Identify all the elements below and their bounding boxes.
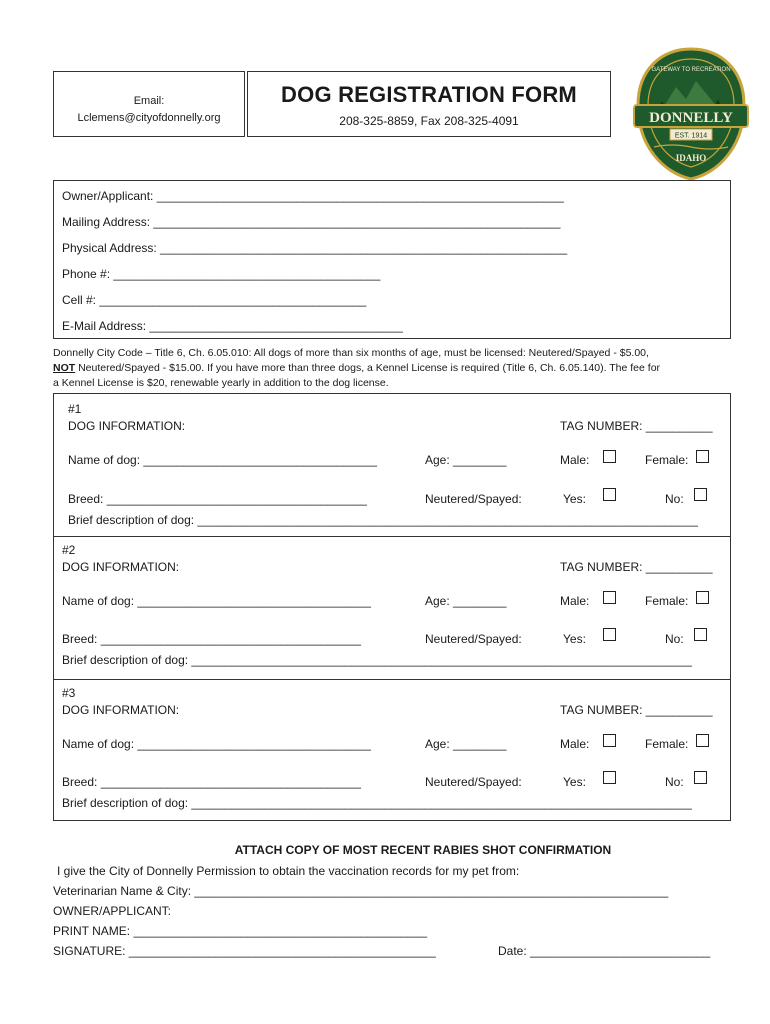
code-notice-line2-rest: Neutered/Spayed - $15.00. If you have more than three dogs, a Kennel License is required (Title 6, Ch. 6.05.140). The fee for <box>75 362 661 374</box>
dog-age-field[interactable]: Age: ________ <box>425 594 507 608</box>
email-label: Email: <box>133 95 165 107</box>
breed-field[interactable]: Breed: _______________________________________ <box>62 632 361 646</box>
owner-applicant-label: OWNER/APPLICANT: <box>53 904 172 918</box>
description-field[interactable]: Brief description of dog: ___________________________________________________________________________ <box>62 796 692 810</box>
dog-info-label: DOG INFORMATION: <box>62 560 180 574</box>
tag-number-field[interactable]: TAG NUMBER: __________ <box>560 419 713 433</box>
male-label: Male: <box>560 453 590 467</box>
neutered-label: Neutered/Spayed: <box>425 775 522 789</box>
owner-section <box>53 180 731 339</box>
mailing-address-field[interactable]: Mailing Address: _____________________________________________________________ <box>62 215 561 229</box>
dog-name-field[interactable]: Name of dog: ___________________________________ <box>62 737 371 751</box>
neutered-label: Neutered/Spayed: <box>425 632 522 646</box>
phone-fax: 208-325-8859, Fax 208-325-4091 <box>339 114 519 128</box>
print-name-field[interactable]: PRINT NAME: ____________________________________________ <box>53 924 428 938</box>
logo-state: IDAHO <box>675 153 707 163</box>
dog-info-label: DOG INFORMATION: <box>62 703 180 717</box>
female-checkbox[interactable] <box>696 450 709 463</box>
description-field[interactable]: Brief description of dog: ___________________________________________________________________________ <box>68 513 698 527</box>
physical-address-field[interactable]: Physical Address: _____________________________________________________________ <box>62 241 568 255</box>
phone-field[interactable]: Phone #: ________________________________________ <box>62 267 381 281</box>
description-field[interactable]: Brief description of dog: ___________________________________________________________________________ <box>62 653 692 667</box>
dog-number: #2 <box>62 543 76 557</box>
female-label: Female: <box>645 594 689 608</box>
cell-field[interactable]: Cell #: ________________________________________ <box>62 293 367 307</box>
male-checkbox[interactable] <box>603 734 616 747</box>
dog-info-label: DOG INFORMATION: <box>68 419 186 433</box>
logo-est: EST. 1914 <box>674 132 708 140</box>
code-notice-line2 <box>53 361 733 376</box>
yes-label: Yes: <box>563 632 586 646</box>
attach-rabies-heading: ATTACH COPY OF MOST RECENT RABIES SHOT CONFIRMATION <box>234 843 612 857</box>
dog-name-field[interactable]: Name of dog: ___________________________________ <box>62 594 371 608</box>
no-label: No: <box>665 775 684 789</box>
male-checkbox[interactable] <box>603 591 616 604</box>
permission-text: I give the City of Donnelly Permission to obtain the vaccination records for my pet from: <box>57 864 520 878</box>
dogs-section <box>53 393 731 821</box>
veterinarian-field[interactable]: Veterinarian Name & City: _______________________________________________________________________ <box>53 884 669 898</box>
yes-label: Yes: <box>563 492 586 506</box>
dog-age-field[interactable]: Age: ________ <box>425 737 507 751</box>
male-label: Male: <box>560 594 590 608</box>
no-checkbox[interactable] <box>694 628 707 641</box>
no-label: No: <box>665 632 684 646</box>
breed-field[interactable]: Breed: _______________________________________ <box>68 492 367 506</box>
signature-field[interactable]: SIGNATURE: ______________________________________________ <box>53 944 436 958</box>
tag-number-field[interactable]: TAG NUMBER: __________ <box>560 560 713 574</box>
email-box <box>53 71 245 137</box>
code-notice-line1: Donnelly City Code – Title 6, Ch. 6.05.010: All dogs of more than six months of age, must be licensed: Neutered/Spayed - $5.00, <box>53 347 649 359</box>
female-label: Female: <box>645 453 689 467</box>
female-checkbox[interactable] <box>696 734 709 747</box>
dog-number: #3 <box>62 686 76 700</box>
male-label: Male: <box>560 737 590 751</box>
email-value[interactable]: Lclemens@cityofdonnelly.org <box>77 112 221 124</box>
female-label: Female: <box>645 737 689 751</box>
dog-age-field[interactable]: Age: ________ <box>425 453 507 467</box>
male-checkbox[interactable] <box>603 450 616 463</box>
yes-checkbox[interactable] <box>603 488 616 501</box>
donnelly-logo <box>632 47 750 181</box>
no-checkbox[interactable] <box>694 771 707 784</box>
owner-applicant-field[interactable]: Owner/Applicant: _____________________________________________________________ <box>62 189 564 203</box>
title-box <box>247 71 611 137</box>
not-word: NOT <box>53 362 76 374</box>
date-field[interactable]: Date: ___________________________ <box>498 944 711 958</box>
code-notice <box>53 346 733 391</box>
dog-number: #1 <box>68 402 82 416</box>
yes-checkbox[interactable] <box>603 628 616 641</box>
yes-checkbox[interactable] <box>603 771 616 784</box>
logo-arc-text: GATEWAY TO RECREATION <box>651 67 731 73</box>
yes-label: Yes: <box>563 775 586 789</box>
form-title: DOG REGISTRATION FORM <box>281 82 577 107</box>
no-label: No: <box>665 492 684 506</box>
female-checkbox[interactable] <box>696 591 709 604</box>
no-checkbox[interactable] <box>694 488 707 501</box>
code-notice-line3: a Kennel License is $20, renewable yearly in addition to the dog license. <box>53 377 389 389</box>
dog-block-1 <box>54 394 730 537</box>
tag-number-field[interactable]: TAG NUMBER: __________ <box>560 703 713 717</box>
neutered-label: Neutered/Spayed: <box>425 492 522 506</box>
dog-name-field[interactable]: Name of dog: ___________________________________ <box>68 453 377 467</box>
email-field[interactable]: E-Mail Address: ______________________________________ <box>62 319 403 333</box>
breed-field[interactable]: Breed: _______________________________________ <box>62 775 361 789</box>
dog-block-2 <box>54 536 730 680</box>
dog-block-3 <box>54 679 730 820</box>
logo-name: DONNELLY <box>649 110 733 126</box>
